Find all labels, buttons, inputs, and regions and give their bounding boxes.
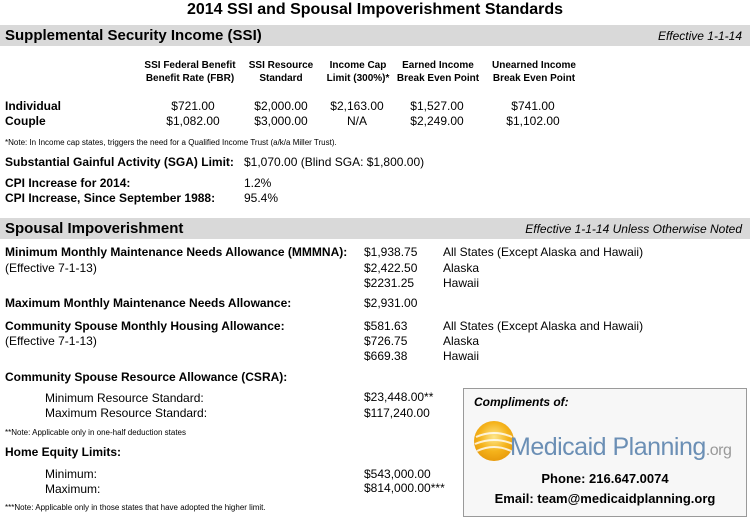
mmmna-label: Minimum Monthly Maintenance Needs Allowance (MMMNA): [5, 245, 348, 259]
compliments-label: Compliments of: [474, 395, 569, 409]
table-cell: $3,000.00 [254, 114, 308, 128]
spousal-heading: Spousal Impoverishment [5, 220, 184, 237]
col-header-income-cap: Income Cap Limit (300%)* [326, 60, 390, 84]
phone-number[interactable]: Phone: 216.647.0074 [541, 471, 669, 486]
csra-max-value: $117,240.00 [364, 406, 430, 420]
ssi-effective: Effective 1-1-14 [657, 29, 742, 43]
table-cell: $1,082.00 [166, 114, 220, 128]
csra-max-label: Maximum Resource Standard: [45, 406, 208, 420]
csra-label: Community Spouse Resource Allowance (CSRA): [5, 370, 288, 384]
mmmna-state: Hawaii [443, 276, 480, 290]
ssi-section-header [0, 25, 750, 46]
mmmna-value: $2231.25 [364, 276, 415, 290]
page-title: 2014 SSI and Spousal Impoverishment Standards [186, 1, 564, 18]
home-note: ***Note: Applicable only in those states that have adopted the higher limit. [5, 503, 266, 512]
table-cell: $1,527.00 [410, 99, 464, 113]
csra-min-label: Minimum Resource Standard: [45, 391, 204, 405]
compliments-box [463, 388, 747, 517]
housing-value: $726.75 [364, 334, 408, 348]
table-cell: N/A [346, 114, 367, 128]
home-equity-label: Home Equity Limits: [5, 445, 122, 459]
home-min-value: $543,000.00 [364, 467, 431, 481]
table-cell: $1,102.00 [506, 114, 560, 128]
max-mmna-value: $2,931.00 [364, 296, 418, 310]
col-header-fbr: SSI Federal Benefit Benefit Rate (FBR) [144, 60, 236, 84]
cpi-1988-label: CPI Increase, Since September 1988: [5, 191, 216, 205]
housing-state: Alaska [443, 334, 480, 348]
mmmna-value: $1,938.75 [364, 245, 418, 259]
sga-value: $1,070.00 (Blind SGA: $1,800.00) [244, 155, 425, 169]
housing-state: Hawaii [443, 349, 480, 363]
ssi-heading: Supplemental Security Income (SSI) [5, 27, 262, 44]
email-address[interactable]: Email: team@medicaidplanning.org [494, 491, 716, 506]
mmmna-sub: (Effective 7-1-13) [5, 261, 97, 275]
home-max-value: $814,000.00*** [364, 481, 445, 495]
col-header-unearned: Unearned Income Break Even Point [492, 60, 576, 84]
row-label-couple: Couple [5, 114, 46, 128]
max-mmna-label: Maximum Monthly Maintenance Needs Allowance: [5, 296, 292, 310]
housing-sub: (Effective 7-1-13) [5, 334, 97, 348]
home-max-label: Maximum: [45, 482, 101, 496]
mmmna-state: Alaska [443, 261, 480, 275]
ssi-note: *Note: In Income cap states, triggers the need for a Qualified Income Trust (a/k/a Miller Trust). [5, 138, 337, 147]
housing-label: Community Spouse Monthly Housing Allowance: [5, 319, 285, 333]
mmmna-state: All States (Except Alaska and Hawaii) [443, 245, 644, 259]
cpi-1988-value: 95.4% [244, 191, 279, 205]
col-header-earned: Earned Income Break Even Point [396, 60, 480, 84]
table-cell: $2,163.00 [330, 99, 384, 113]
row-label-individual: Individual [5, 99, 62, 113]
csra-min-value: $23,448.00** [364, 390, 434, 404]
col-header-resource: SSI Resource Standard [248, 60, 314, 84]
housing-value: $669.38 [364, 349, 408, 363]
table-cell: $2,000.00 [254, 99, 308, 113]
cpi-2014-label: CPI Increase for 2014: [5, 176, 131, 190]
csra-note: **Note: Applicable only in one-half deduction states [5, 428, 187, 437]
sga-label: Substantial Gainful Activity (SGA) Limit: [5, 155, 234, 169]
table-cell: $721.00 [171, 99, 215, 113]
mmmna-value: $2,422.50 [364, 261, 418, 275]
housing-state: All States (Except Alaska and Hawaii) [443, 319, 644, 333]
home-min-label: Minimum: [45, 467, 98, 481]
housing-value: $581.63 [364, 319, 408, 333]
spousal-section-header [0, 218, 750, 239]
logo-wordmark[interactable]: Medicaid Planning.org [510, 433, 732, 461]
cpi-2014-value: 1.2% [244, 176, 272, 190]
table-cell: $2,249.00 [410, 114, 464, 128]
table-cell: $741.00 [511, 99, 555, 113]
spousal-effective: Effective 1-1-14 Unless Otherwise Noted [525, 222, 742, 236]
